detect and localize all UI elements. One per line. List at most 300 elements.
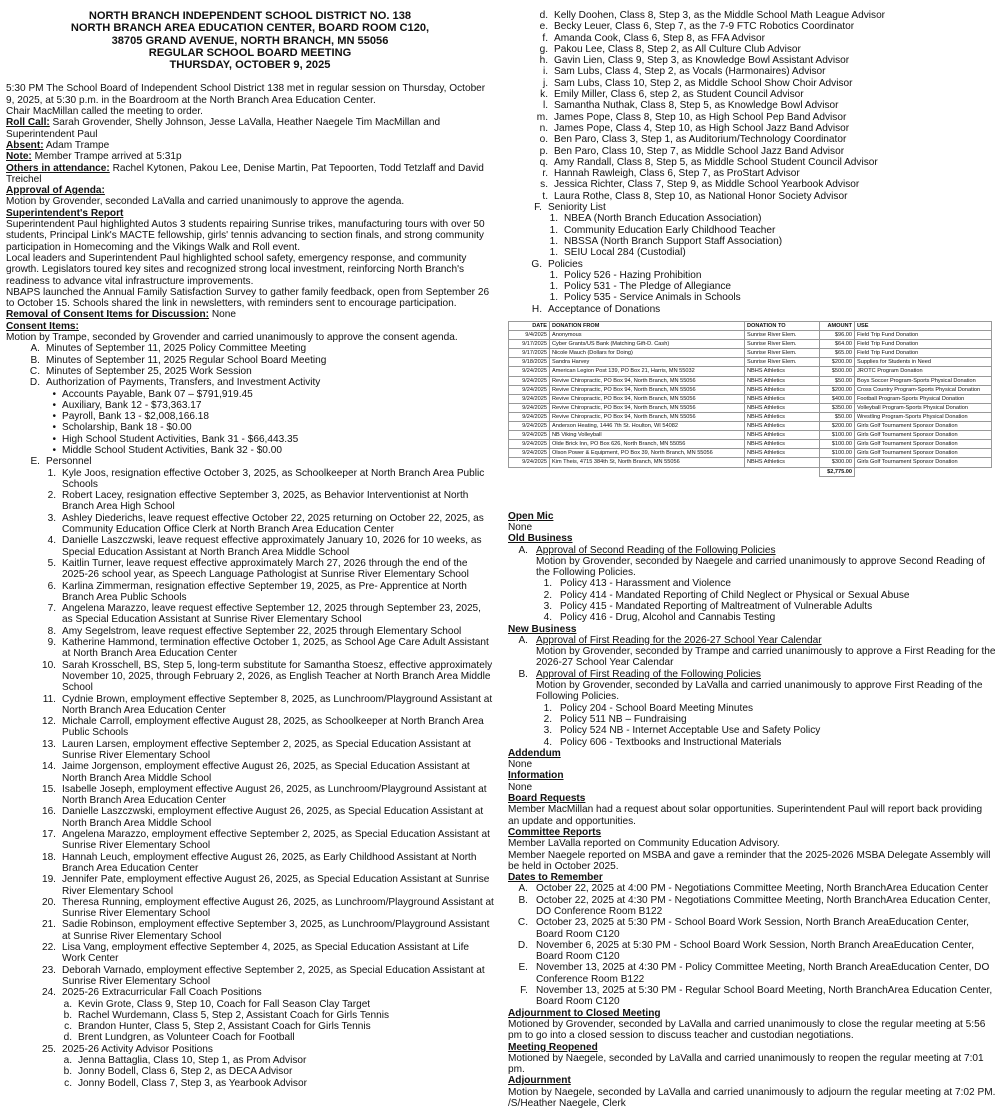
payment-text: Payroll, Bank 13 - $2,008,166.18 (62, 411, 210, 423)
list-item-text: Angelena Marazzo, employment effective September 2, 2025, as Special Education Assistant at Sunrise River Elementary School (62, 829, 490, 852)
personnel-item (6, 603, 494, 626)
list-marker: 1. (543, 702, 552, 714)
superintendent-report-paragraph: Superintendent Paul highlighted Autos 3 students repairing Sunrise trikes, manufacturing tours with over 50 students, Principal Link's MACTE fellowship, girls' tennis advancing to section finals, and strong community participation in Homecoming and the Vikings Walk and Roll event. (6, 219, 485, 253)
list-marker: 3. (47, 512, 56, 524)
table-cell: Olde Brick Inn, PO Box 626, North Branch, MN 55056 (550, 440, 745, 449)
seniority-heading (508, 202, 996, 213)
list-item-text: NBEA (North Branch Education Association) (564, 213, 762, 225)
list-marker: 5. (47, 557, 56, 569)
list-item-text: Jennifer Pate, employment effective August 26, 2025, as Special Education Assistant at Sunrise River Elementary School (62, 874, 490, 897)
list-item-text: Brent Lundgren, as Volunteer Coach for Football (78, 1032, 295, 1044)
consent-items-text: Motion by Trampe, seconded by Grovender and carried unanimously to approve the consent agenda. (6, 332, 458, 344)
table-cell: $96.00 (820, 331, 855, 340)
payment-item (6, 389, 494, 400)
table-row (509, 349, 992, 358)
list-item-text: Amanda Cook, Class 6, Step 8, as FFA Advisor (554, 32, 765, 44)
list-marker: j. (542, 77, 548, 89)
donation-total: $2,775.00 (820, 467, 855, 476)
list-marker: 1. (549, 292, 558, 304)
addendum-text: None (508, 759, 533, 771)
table-cell: Girls Golf Tournament Sponsor Donation (855, 431, 992, 440)
list-item-text: Becky Leuer, Class 6, Step 7, as the 7-9 FTC Robotics Coordinator (554, 21, 855, 33)
table-row (509, 431, 992, 440)
removal-consent-items (6, 309, 494, 320)
seniority-list (508, 213, 996, 258)
list-item-text: Angelena Marazzo, leave request effective September 12, 2025 through September 23, 2025, as Special Education Assistant at Sunrise River Elementary School (62, 603, 481, 626)
information-text: None (508, 781, 533, 793)
list-marker: a. (63, 1055, 72, 1067)
list-item-text: November 6, 2025 at 5:30 PM - School Board Work Session, North Branch AreaEducation Center, Board Room C120 (536, 939, 975, 963)
activity-item (508, 146, 996, 157)
header-line: 38705 GRAND AVENUE, NORTH BRANCH, MN 55056 (111, 34, 389, 47)
table-cell: $200.00 (820, 358, 855, 367)
payment-text: Scholarship, Bank 18 - $0.00 (62, 422, 192, 434)
table-cell: NBHS Athletics (745, 376, 820, 385)
list-item-text: James Pope, Class 8, Step 10, as High School Pep Band Advisor (554, 111, 847, 123)
payment-text: Accounts Payable, Bank 07 – $791,919.45 (62, 388, 253, 400)
new-business-b-label: Approval of First Reading of the Following Policies (536, 668, 761, 680)
personnel-item (6, 806, 494, 829)
list-item-text: NBSSA (North Branch Support Staff Association) (564, 235, 783, 247)
table-cell: NBHS Athletics (745, 440, 820, 449)
list-marker: 24. (41, 987, 56, 999)
activity-item (508, 66, 996, 77)
list-item-text: Amy Randall, Class 8, Step 5, as Middle School Student Council Advisor (554, 156, 878, 168)
personnel-item (6, 965, 494, 988)
seniority-item (508, 213, 996, 224)
donations-label: Acceptance of Donations (548, 303, 661, 315)
date-item (508, 940, 996, 963)
table-row (509, 331, 992, 340)
personnel-item (6, 513, 494, 536)
list-item-text: Amy Segelstrom, leave request effective September 22, 2025 through Elementary School (62, 625, 462, 637)
list-marker: 3. (543, 725, 552, 737)
consent-item (6, 366, 494, 377)
list-marker: g. (539, 43, 548, 55)
table-cell: Girls Golf Tournament Sponsor Donation (855, 422, 992, 431)
personnel-heading (6, 456, 494, 467)
table-cell: 9/24/2025 (509, 367, 550, 376)
list-item-text: Sarah Krosschell, BS, Step 5, long-term substitute for Samantha Stoesz, effective approximately November 10, 2025, through February 2, 2026, as English Teacher at North Branch Area Middle School (62, 659, 493, 694)
table-cell: $200.00 (820, 422, 855, 431)
table-cell: 9/24/2025 (509, 422, 550, 431)
personnel-item (6, 919, 494, 942)
table-cell: JROTC Program Donation (855, 367, 992, 376)
consent-item (6, 377, 494, 388)
list-marker: 19. (41, 874, 56, 886)
payment-item (6, 400, 494, 411)
list-item-text: Minutes of September 25, 2025 Work Session (46, 365, 252, 377)
table-cell: NBHS Athletics (745, 458, 820, 467)
coach-item (6, 999, 494, 1010)
seniority-item (508, 247, 996, 258)
activity-item (508, 123, 996, 134)
table-cell: Cross Country Program-Sports Physical Donation (855, 385, 992, 394)
personnel-item (6, 660, 494, 694)
open-mic-heading: Open Mic (508, 510, 554, 522)
list-marker: E. (30, 456, 40, 468)
old-business-policy (508, 590, 996, 601)
list-marker: 10. (41, 659, 56, 671)
table-row (509, 394, 992, 403)
list-item-text: Isabelle Joseph, employment effective August 26, 2025, as Lunchroom/Playground Assistant at North Branch Area Education Center (62, 783, 487, 807)
table-cell: Volleyball Program-Sports Physical Donation (855, 403, 992, 412)
personnel-item (6, 874, 494, 897)
policy-item (508, 281, 996, 292)
table-cell: 9/17/2025 (509, 349, 550, 358)
date-item (508, 985, 996, 1008)
activity-item (508, 179, 996, 190)
list-marker: b. (63, 1066, 72, 1078)
clerk-signature: /S/Heather Naegele, Clerk (508, 1098, 626, 1110)
list-item-text: October 22, 2025 at 4:30 PM - Negotiations Committee Meeting, North BranchArea Education Center, DO Conference Room B122 (536, 894, 991, 917)
payments-list (6, 389, 494, 457)
header-line: THURSDAY, OCTOBER 9, 2025 (169, 59, 331, 72)
left-column (6, 10, 494, 1089)
list-item-text: Karlina Zimmerman, resignation effective September 19, 2025, as Pre- Apprentice at North Branch Area Public Schools (62, 580, 467, 603)
old-business-a-text: Motion by Grovender, seconded by Naegele and carried unanimously to approve Second Reading of the Following Policies. (536, 555, 985, 579)
policies-label: Policies (548, 258, 583, 270)
table-header-cell: USE (855, 322, 992, 331)
table-cell: Kim Theis, 4715 384th St, North Branch, MN 55056 (550, 458, 745, 467)
dates-list (508, 883, 996, 1007)
date-item (508, 917, 996, 940)
committee-reports-text: Member Naegele reported on MSBA and gave a reminder that the 2025-2026 MSBA Delegate Assembly will be held in October 2025. (508, 849, 991, 872)
list-item-text: Katherine Hammond, termination effective October 1, 2025, as School Age Care Adult Assistant at North Branch Area Education Center (62, 637, 489, 660)
list-item-text: Policy 531 - The Pledge of Allegiance (564, 281, 732, 293)
list-marker: a. (63, 998, 72, 1010)
open-mic-text: None (508, 521, 533, 533)
activity-heading (6, 1044, 494, 1055)
personnel-item (6, 490, 494, 513)
list-item-text: October 23, 2025 at 5:30 PM - School Board Work Session, North Branch AreaEducation Center, Board Room C120 (536, 917, 969, 940)
closed-meeting-heading: Adjournment to Closed Meeting (508, 1007, 661, 1019)
absent-label: Absent: (6, 139, 44, 151)
table-cell: $100.00 (820, 431, 855, 440)
list-marker: 15. (41, 783, 56, 795)
table-cell: Sunrise River Elem. (745, 340, 820, 349)
list-item-text: Danielle Laszczwski, leave request effective approximately January 10, 2026 for 10 weeks, as Special Education Assistant at North Branch Area Middle School (62, 535, 482, 558)
list-marker: n. (539, 122, 548, 134)
table-row (509, 440, 992, 449)
personnel-item (6, 535, 494, 558)
list-marker: c. (64, 1021, 72, 1033)
list-marker: 17. (41, 829, 56, 841)
table-cell: Cyber Grants/US Bank (Matching Gift-D. Cash) (550, 340, 745, 349)
list-marker: b. (63, 1009, 72, 1021)
list-item-text: Minutes of September 11, 2025 Policy Committee Meeting (46, 343, 307, 355)
table-cell: NBHS Athletics (745, 385, 820, 394)
closed-meeting-text: Motioned by Grovender, seconded by LaValla and carried unanimously to close the regular meeting at 5:56 pm to go into a closed session to discuss teacher and custodian negotiations. (508, 1018, 986, 1042)
bullet: • (52, 411, 56, 423)
removal-text: None (209, 309, 236, 321)
table-cell: Anderson Heating, 1446 7th St. Houlton, WI 54082 (550, 422, 745, 431)
table-cell: 9/24/2025 (509, 431, 550, 440)
old-business-policy-list (508, 578, 996, 623)
meeting-reopened-heading: Meeting Reopened (508, 1041, 598, 1053)
list-item-text: Ben Paro, Class 10, Step 7, as Middle School Jazz Band Advisor (554, 145, 845, 157)
list-item-text: Jaime Jorgenson, employment effective August 26, 2025, as Special Education Assistant at North Branch Area Middle School (62, 761, 470, 784)
list-item-text: Kyle Joos, resignation effective October 3, 2025, as Schoolkeeper at North Branch Area Public Schools (62, 467, 485, 490)
list-marker: 1. (47, 467, 56, 479)
table-cell: Sunrise River Elem. (745, 349, 820, 358)
meeting-reopened-text: Motioned by Naegele, seconded by LaValla and carried unanimously to reopen the regular meeting at 7:01 pm. (508, 1052, 984, 1076)
old-business-policy (508, 578, 996, 589)
list-marker: c. (64, 1077, 72, 1089)
table-cell: 9/24/2025 (509, 449, 550, 458)
adjournment-heading: Adjournment (508, 1075, 571, 1087)
list-marker: 23. (41, 964, 56, 976)
personnel-item (6, 637, 494, 660)
roll-call-label: Roll Call: (6, 117, 50, 129)
table-cell (550, 467, 745, 476)
header-line: REGULAR SCHOOL BOARD MEETING (148, 46, 352, 59)
list-item-text: Policy 535 - Service Animals in Schools (564, 292, 741, 304)
table-cell: Boys Soccer Program-Sports Physical Donation (855, 376, 992, 385)
list-item-text: Laura Rothe, Class 8, Step 10, as National Honor Society Advisor (554, 190, 848, 202)
table-cell: Revive Chiropractic, PO Box 94, North Branch, MN 55056 (550, 412, 745, 421)
list-item-text: Deborah Varnado, employment effective September 2, 2025, as Special Education Assistant at Sunrise River Elementary School (62, 964, 485, 987)
table-cell: $200.00 (820, 385, 855, 394)
addendum-heading: Addendum (508, 747, 561, 759)
table-header-cell: DONATION FROM (550, 322, 745, 331)
old-business-heading: Old Business (508, 533, 573, 545)
new-business-policy (508, 714, 996, 725)
old-business-policy (508, 601, 996, 612)
header-line: NORTH BRANCH AREA EDUCATION CENTER, BOARD ROOM C120, (70, 22, 430, 35)
table-row (509, 340, 992, 349)
payment-item (6, 422, 494, 433)
list-item-text: Lisa Vang, employment effective September 4, 2025, as Special Education Assistant at Life Work Center (62, 942, 469, 965)
list-item-text: October 22, 2025 at 4:00 PM - Negotiations Committee Meeting, North BranchArea Education Center (536, 883, 989, 895)
personnel-item (6, 558, 494, 581)
bullet: • (52, 388, 56, 400)
list-item-text: SEIU Local 284 (Custodial) (564, 247, 686, 259)
list-marker: 25. (41, 1043, 56, 1055)
table-cell: Revive Chiropractic, PO Box 94, North Branch, MN 55056 (550, 403, 745, 412)
activity-item (6, 1055, 494, 1066)
table-row (509, 358, 992, 367)
personnel-item (6, 942, 494, 965)
personnel-item (6, 829, 494, 852)
list-item-text: Policy 606 - Textbooks and Instructional Materials (560, 736, 782, 748)
list-marker: 1. (549, 235, 558, 247)
list-marker: 1. (549, 213, 558, 225)
table-row (509, 412, 992, 421)
donation-table (508, 321, 992, 477)
list-marker: 22. (41, 942, 56, 954)
table-cell: 9/24/2025 (509, 403, 550, 412)
activity-item (508, 112, 996, 123)
table-cell: Olson Power & Equipment, PO Box 39, North Branch, MN 55056 (550, 449, 745, 458)
note-label: Note: (6, 151, 32, 163)
roll-call (6, 117, 494, 140)
table-cell: 9/24/2025 (509, 440, 550, 449)
table-cell: 9/18/2025 (509, 358, 550, 367)
activity-item (508, 168, 996, 179)
activity-item (508, 44, 996, 55)
others-text: Rachel Kytonen, Pakou Lee, Denise Martin, Pat Tepoorten, Todd Tetzlaff and David Treichel (6, 162, 484, 185)
list-item-text: Policy 511 NB – Fundraising (560, 713, 687, 725)
donation-table-header (509, 322, 992, 331)
table-cell: NB Viking Volleyball (550, 431, 745, 440)
list-marker: 7. (47, 603, 56, 615)
list-marker: A. (518, 544, 528, 556)
list-item-text: Pakou Lee, Class 8, Step 2, as All Culture Club Advisor (554, 43, 801, 55)
list-marker: 16. (41, 806, 56, 818)
list-marker: 9. (47, 637, 56, 649)
new-business-a-label: Approval of First Reading for the 2026-27 School Year Calendar (536, 634, 822, 646)
list-marker: q. (539, 156, 548, 168)
intro-paragraph: 5:30 PM The School Board of Independent School District 138 met in regular session on Thursday, October 9, 2025, at 5:30 p.m. in the Boardroom at the North Branch Area Education Center. (6, 83, 486, 106)
list-marker: F. (520, 985, 528, 997)
policies-heading (508, 259, 996, 270)
list-item-text: Policy 413 - Harassment and Violence (560, 578, 731, 590)
list-marker: B. (30, 354, 40, 366)
others-in-attendance (6, 163, 494, 186)
list-marker: d. (63, 1032, 72, 1044)
old-business-item-a (508, 545, 996, 556)
personnel-item (6, 897, 494, 920)
list-marker: f. (542, 32, 548, 44)
date-item (508, 962, 996, 985)
personnel-label: Personnel (46, 456, 92, 468)
list-marker: 1. (549, 247, 558, 259)
table-cell: Revive Chiropractic, PO Box 94, North Branch, MN 55056 (550, 376, 745, 385)
list-item-text: Hannah Leuch, employment effective August 26, 2025, as Early Childhood Assistant at North Branch Area Education Center (62, 851, 477, 874)
table-cell: Anonymous (550, 331, 745, 340)
activity-item (6, 1066, 494, 1077)
committee-reports-text: Member LaValla reported on Community Education Advisory. (508, 838, 780, 850)
list-marker: r. (542, 168, 548, 180)
list-item-text: Kaitlin Turner, leave request effective approximately March 27, 2026 through the end of the 2025-26 school year, as Speech Language Pathologist at Sunrise River Elementary School (62, 557, 469, 581)
activity-list-continued (508, 10, 996, 202)
payment-text: Auxiliary, Bank 12 - $73,363.17 (62, 399, 202, 411)
table-cell: 9/24/2025 (509, 394, 550, 403)
list-marker: B. (518, 668, 528, 680)
list-item-text: Jessica Richter, Class 7, Step 9, as Middle School Yearbook Advisor (554, 179, 860, 191)
table-cell (855, 467, 992, 476)
list-marker: 8. (47, 625, 56, 637)
list-marker: s. (540, 179, 548, 191)
list-marker: 12. (41, 716, 56, 728)
personnel-item (6, 626, 494, 637)
table-row (509, 376, 992, 385)
old-business-policy (508, 612, 996, 623)
activity-label: 2025-26 Activity Advisor Positions (62, 1043, 213, 1055)
list-marker: h. (539, 55, 548, 67)
new-business-b-text: Motion by Grovender, seconded by LaValla and carried unanimously to approve First Reading of the Following Policies. (536, 680, 983, 703)
new-business-policy (508, 725, 996, 736)
list-marker: l. (542, 100, 548, 112)
activity-item (6, 1078, 494, 1089)
table-cell: Field Trip Fund Donation (855, 349, 992, 358)
roll-call-text: Sarah Grovender, Shelly Johnson, Jesse LaValla, Heather Naegele Tim MacMillan and Superintendent Paul (6, 117, 441, 140)
consent-list (6, 343, 494, 388)
list-marker: F. (534, 202, 542, 214)
list-item-text: Kevin Grote, Class 9, Step 10, Coach for Fall Season Clay Target (78, 998, 371, 1010)
policy-item (508, 292, 996, 303)
table-cell: Girls Golf Tournament Sponsor Donation (855, 458, 992, 467)
list-item-text: Minutes of September 11, 2025 Regular School Board Meeting (46, 354, 327, 366)
information-heading: Information (508, 770, 564, 782)
new-business-item-a (508, 635, 996, 646)
absent (6, 140, 494, 151)
table-cell: Revive Chiropractic, PO Box 94, North Branch, MN 55056 (550, 394, 745, 403)
personnel-item (6, 739, 494, 762)
personnel-item (6, 716, 494, 739)
payment-item (6, 411, 494, 422)
personnel-item (6, 852, 494, 875)
list-marker: 1. (549, 224, 558, 236)
list-marker: i. (542, 66, 548, 78)
list-item-text: Lauren Larsen, employment effective September 2, 2025, as Special Education Assistant at Sunrise River Elementary School (62, 738, 471, 761)
date-item (508, 895, 996, 918)
list-item-text: Kelly Doohen, Class 8, Step 3, as the Middle School Math League Advisor (554, 10, 886, 21)
table-cell: Sandra Harvey (550, 358, 745, 367)
table-row (509, 449, 992, 458)
table-cell: $100.00 (820, 440, 855, 449)
table-cell: 9/17/2025 (509, 340, 550, 349)
list-marker: 11. (42, 693, 56, 705)
table-cell: $350.00 (820, 403, 855, 412)
list-marker: D. (517, 939, 528, 951)
coach-item (6, 1010, 494, 1021)
list-marker: p. (539, 145, 548, 157)
note (6, 151, 494, 162)
activity-item (508, 55, 996, 66)
table-cell: 9/24/2025 (509, 458, 550, 467)
table-cell: Girls Golf Tournament Sponsor Donation (855, 449, 992, 458)
list-marker: A. (518, 883, 528, 895)
list-item-text: Danielle Laszczwski, employment effective August 26, 2025, as Special Education Assistant at North Branch Area Middle School (62, 806, 484, 829)
list-marker: 2. (47, 490, 56, 502)
activity-item (508, 33, 996, 44)
list-marker: C. (29, 365, 40, 377)
list-marker: H. (531, 303, 542, 315)
coach-item (6, 1021, 494, 1032)
seniority-label: Seniority List (548, 202, 606, 214)
list-item-text: James Pope, Class 4, Step 10, as High School Jazz Band Advisor (554, 122, 850, 134)
personnel-item (6, 761, 494, 784)
payment-item (6, 445, 494, 456)
document-header (6, 10, 494, 71)
table-cell: $65.00 (820, 349, 855, 358)
adjournment-text: Motion by Naegele, seconded by LaValla and carried unanimously to adjourn the regular meeting at 7:02 PM. (508, 1086, 996, 1098)
activity-item (508, 134, 996, 145)
list-item-text: Policy 416 - Drug, Alcohol and Cannabis Testing (560, 612, 776, 624)
list-item-text: November 13, 2025 at 5:30 PM - Regular School Board Meeting, North BranchArea Education Center, Board Room C120 (536, 985, 993, 1008)
table-cell: Field Trip Fund Donation (855, 331, 992, 340)
table-cell: NBHS Athletics (745, 367, 820, 376)
date-item (508, 883, 996, 894)
bullet: • (52, 422, 56, 434)
table-cell: NBHS Athletics (745, 412, 820, 421)
payment-text: Middle School Student Activities, Bank 32 - $0.00 (62, 444, 282, 456)
list-marker: 1. (543, 578, 552, 590)
list-marker: 14. (41, 761, 56, 773)
table-cell (745, 467, 820, 476)
list-item-text: Sam Lubs, Class 4, Step 2, as Vocals (Harmonaires) Advisor (554, 66, 826, 78)
seniority-item (508, 236, 996, 247)
list-marker: o. (539, 134, 548, 146)
list-item-text: Ben Paro, Class 3, Step 1, as Auditorium/Technology Coordinator (554, 134, 847, 146)
table-cell: Sunrise River Elem. (745, 331, 820, 340)
bullet: • (52, 444, 56, 456)
list-item-text: Rachel Wurdemann, Class 5, Step 2, Assistant Coach for Girls Tennis (78, 1009, 389, 1021)
table-cell: Supplies for Students in Need (855, 358, 992, 367)
list-item-text: Brandon Hunter, Class 5, Step 2, Assistant Coach for Girls Tennis (78, 1021, 371, 1033)
